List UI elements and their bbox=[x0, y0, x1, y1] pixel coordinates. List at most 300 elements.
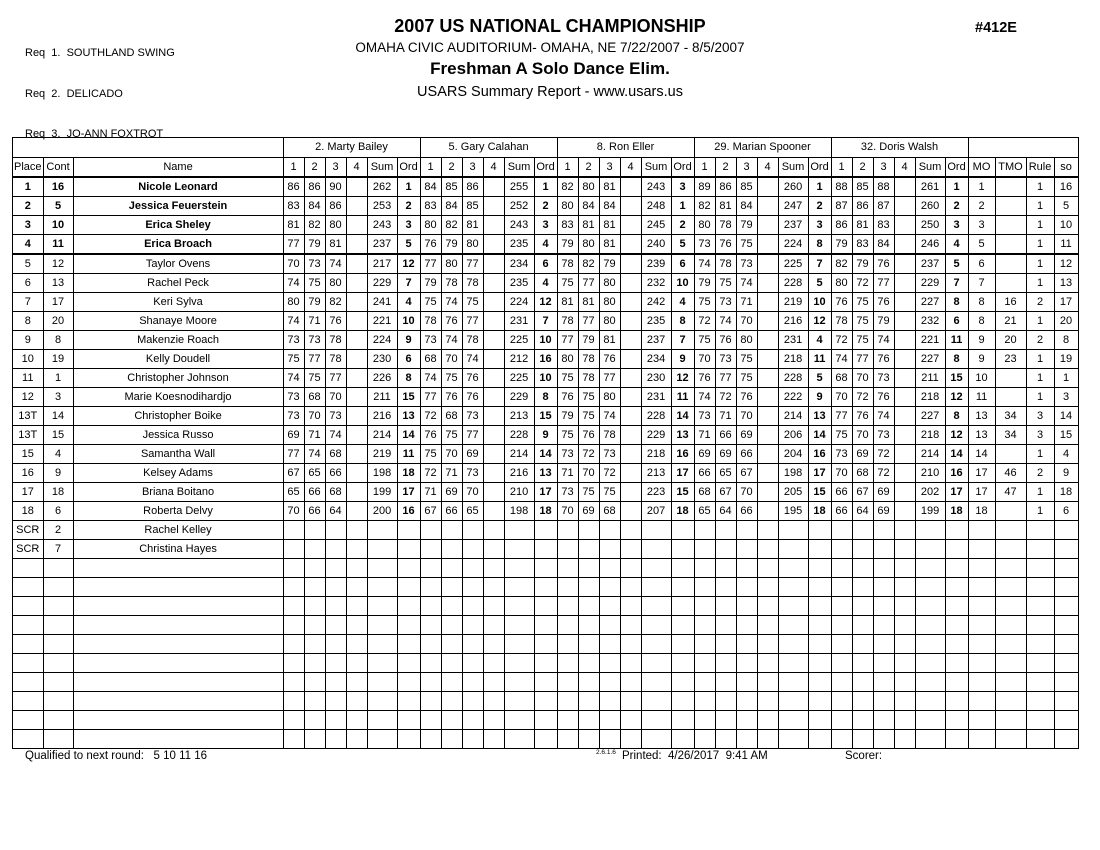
so-cell bbox=[1054, 635, 1078, 654]
score-cell: 80 bbox=[283, 293, 304, 312]
score-cell bbox=[894, 559, 915, 578]
rule-cell bbox=[1026, 616, 1054, 635]
score-cell: 87 bbox=[831, 197, 852, 216]
score-cell bbox=[915, 692, 945, 711]
score-cell bbox=[757, 635, 778, 654]
score-cell: 73 bbox=[599, 445, 620, 464]
ordinal-cell: 5 bbox=[808, 369, 831, 388]
ordinal-cell: 4 bbox=[808, 331, 831, 350]
score-cell bbox=[694, 654, 715, 673]
score-cell bbox=[641, 692, 671, 711]
score-cell: 81 bbox=[557, 293, 578, 312]
contestant-number-cell: 7 bbox=[43, 540, 73, 559]
score-cell bbox=[873, 692, 894, 711]
ordinal-cell bbox=[808, 730, 831, 749]
score-cell: 67 bbox=[715, 483, 736, 502]
sum-cell: 223 bbox=[641, 483, 671, 502]
score-cell: 76 bbox=[462, 388, 483, 407]
mo-cell: 5 bbox=[968, 235, 995, 255]
sum-cell: 231 bbox=[504, 312, 534, 331]
score-header: 3 bbox=[325, 158, 346, 178]
score-cell bbox=[325, 692, 346, 711]
ordinal-cell: 15 bbox=[397, 388, 420, 407]
score-cell: 73 bbox=[304, 254, 325, 274]
score-cell bbox=[557, 540, 578, 559]
so-cell: 17 bbox=[1054, 293, 1078, 312]
skater-name-cell bbox=[73, 654, 283, 673]
cont-header: Cont bbox=[43, 158, 73, 178]
score-cell: 74 bbox=[694, 388, 715, 407]
score-cell bbox=[504, 635, 534, 654]
score-cell: 81 bbox=[578, 216, 599, 235]
ordinal-cell: 17 bbox=[534, 483, 557, 502]
contestant-number-cell bbox=[43, 559, 73, 578]
table-row bbox=[13, 254, 1079, 274]
score-cell: 65 bbox=[462, 502, 483, 521]
sum-cell: 253 bbox=[367, 197, 397, 216]
ordinal-cell bbox=[534, 711, 557, 730]
mo-cell bbox=[968, 578, 995, 597]
contestant-number-cell bbox=[43, 654, 73, 673]
ordinal-cell: 12 bbox=[671, 369, 694, 388]
score-cell: 68 bbox=[420, 350, 441, 369]
mo-cell bbox=[968, 616, 995, 635]
score-cell bbox=[620, 426, 641, 445]
score-cell bbox=[852, 597, 873, 616]
score-cell: 74 bbox=[325, 426, 346, 445]
score-cell bbox=[599, 578, 620, 597]
score-cell: 75 bbox=[736, 235, 757, 255]
score-cell: 83 bbox=[420, 197, 441, 216]
contestant-number-cell: 9 bbox=[43, 464, 73, 483]
sum-cell bbox=[915, 540, 945, 559]
ordinal-cell bbox=[671, 616, 694, 635]
ord-header: Ord bbox=[397, 158, 420, 178]
ordinal-cell: 10 bbox=[808, 293, 831, 312]
score-cell: 75 bbox=[557, 274, 578, 293]
score-cell: 70 bbox=[304, 407, 325, 426]
score-cell bbox=[894, 216, 915, 235]
table-row bbox=[13, 331, 1079, 350]
score-header: 1 bbox=[283, 158, 304, 178]
score-cell: 81 bbox=[599, 331, 620, 350]
score-cell: 71 bbox=[736, 293, 757, 312]
score-cell: 79 bbox=[578, 331, 599, 350]
ordinal-cell: 5 bbox=[945, 254, 968, 274]
judge-header: 2. Marty Bailey bbox=[283, 138, 420, 158]
score-cell: 74 bbox=[283, 369, 304, 388]
mo-cell: 6 bbox=[968, 254, 995, 274]
score-cell bbox=[462, 540, 483, 559]
score-cell bbox=[325, 635, 346, 654]
score-cell: 75 bbox=[852, 312, 873, 331]
sum-cell: 199 bbox=[915, 502, 945, 521]
so-cell: 8 bbox=[1054, 331, 1078, 350]
sum-cell: 200 bbox=[367, 502, 397, 521]
score-cell bbox=[641, 654, 671, 673]
contestant-number-cell bbox=[43, 692, 73, 711]
score-cell: 75 bbox=[420, 293, 441, 312]
score-cell bbox=[483, 730, 504, 749]
skater-name-cell: Christina Hayes bbox=[73, 540, 283, 559]
score-cell bbox=[346, 426, 367, 445]
score-cell bbox=[283, 730, 304, 749]
score-cell: 81 bbox=[599, 235, 620, 255]
score-cell: 80 bbox=[831, 274, 852, 293]
ordinal-cell: 7 bbox=[397, 274, 420, 293]
score-cell: 86 bbox=[325, 197, 346, 216]
venue-line: OMAHA CIVIC AUDITORIUM- OMAHA, NE 7/22/2007 - 8/5/2007 bbox=[355, 40, 745, 55]
score-cell: 73 bbox=[873, 369, 894, 388]
score-cell: 73 bbox=[715, 350, 736, 369]
event-number: #412E bbox=[975, 20, 1017, 36]
score-cell bbox=[578, 559, 599, 578]
score-cell bbox=[852, 730, 873, 749]
score-cell bbox=[757, 197, 778, 216]
score-cell bbox=[852, 692, 873, 711]
score-cell bbox=[599, 521, 620, 540]
score-cell: 64 bbox=[715, 502, 736, 521]
score-cell: 82 bbox=[831, 254, 852, 274]
score-cell: 77 bbox=[462, 312, 483, 331]
tmo-cell: 20 bbox=[995, 331, 1026, 350]
tmo-cell: 21 bbox=[995, 312, 1026, 331]
score-cell bbox=[757, 578, 778, 597]
score-cell: 67 bbox=[852, 483, 873, 502]
sum-cell: 213 bbox=[641, 464, 671, 483]
score-cell bbox=[346, 521, 367, 540]
score-cell: 68 bbox=[325, 445, 346, 464]
score-cell bbox=[504, 692, 534, 711]
so-cell: 14 bbox=[1054, 407, 1078, 426]
score-header: 4 bbox=[757, 158, 778, 178]
score-cell bbox=[420, 597, 441, 616]
score-cell bbox=[894, 331, 915, 350]
score-cell bbox=[325, 711, 346, 730]
score-cell bbox=[757, 654, 778, 673]
skater-name-cell: Christopher Boike bbox=[73, 407, 283, 426]
sum-cell: 231 bbox=[641, 388, 671, 407]
score-cell: 75 bbox=[831, 426, 852, 445]
score-cell bbox=[620, 312, 641, 331]
tmo-cell: 34 bbox=[995, 407, 1026, 426]
score-cell bbox=[483, 350, 504, 369]
score-cell: 84 bbox=[873, 235, 894, 255]
score-cell: 76 bbox=[325, 312, 346, 331]
sum-cell: 243 bbox=[504, 216, 534, 235]
ordinal-cell: 16 bbox=[945, 464, 968, 483]
score-cell: 70 bbox=[736, 407, 757, 426]
score-cell bbox=[441, 559, 462, 578]
place-cell: 1 bbox=[13, 177, 44, 197]
score-cell bbox=[420, 616, 441, 635]
score-cell bbox=[694, 597, 715, 616]
sum-cell: 218 bbox=[778, 350, 808, 369]
score-cell bbox=[715, 521, 736, 540]
score-cell: 70 bbox=[831, 464, 852, 483]
contestant-number-cell: 1 bbox=[43, 369, 73, 388]
place-cell: 3 bbox=[13, 216, 44, 235]
score-cell bbox=[283, 654, 304, 673]
score-cell: 66 bbox=[441, 502, 462, 521]
rule-cell: 1 bbox=[1026, 216, 1054, 235]
score-cell bbox=[283, 559, 304, 578]
ordinal-cell bbox=[534, 597, 557, 616]
score-cell bbox=[441, 597, 462, 616]
score-cell bbox=[894, 578, 915, 597]
score-cell: 81 bbox=[852, 216, 873, 235]
score-cell: 77 bbox=[599, 369, 620, 388]
score-cell: 84 bbox=[441, 197, 462, 216]
score-cell bbox=[483, 502, 504, 521]
contestant-number-cell: 15 bbox=[43, 426, 73, 445]
sum-cell: 241 bbox=[367, 293, 397, 312]
sum-cell: 255 bbox=[504, 177, 534, 197]
score-cell bbox=[346, 388, 367, 407]
score-cell: 77 bbox=[578, 312, 599, 331]
ordinal-cell: 18 bbox=[945, 502, 968, 521]
skater-name-cell: Jessica Russo bbox=[73, 426, 283, 445]
score-cell bbox=[504, 597, 534, 616]
score-cell: 74 bbox=[599, 407, 620, 426]
score-cell: 80 bbox=[557, 197, 578, 216]
contestant-number-cell: 14 bbox=[43, 407, 73, 426]
rule-cell: 1 bbox=[1026, 235, 1054, 255]
score-cell: 90 bbox=[325, 177, 346, 197]
score-cell: 76 bbox=[852, 407, 873, 426]
score-cell: 76 bbox=[873, 388, 894, 407]
contestant-number-cell bbox=[43, 730, 73, 749]
score-cell bbox=[894, 293, 915, 312]
score-cell bbox=[778, 711, 808, 730]
score-cell bbox=[462, 692, 483, 711]
tmo-cell: 47 bbox=[995, 483, 1026, 502]
tmo-cell bbox=[995, 654, 1026, 673]
judge-header: 32. Doris Walsh bbox=[831, 138, 968, 158]
so-cell: 10 bbox=[1054, 216, 1078, 235]
score-cell bbox=[620, 216, 641, 235]
score-cell: 77 bbox=[283, 235, 304, 255]
score-cell: 68 bbox=[852, 464, 873, 483]
skater-name-cell: Shanaye Moore bbox=[73, 312, 283, 331]
ordinal-cell bbox=[534, 635, 557, 654]
score-cell bbox=[831, 673, 852, 692]
score-cell: 74 bbox=[441, 331, 462, 350]
score-cell bbox=[915, 654, 945, 673]
score-cell bbox=[736, 597, 757, 616]
rule-cell: 1 bbox=[1026, 254, 1054, 274]
sum-cell: 199 bbox=[367, 483, 397, 502]
score-cell: 87 bbox=[873, 197, 894, 216]
sum-cell: 227 bbox=[915, 350, 945, 369]
score-cell bbox=[873, 711, 894, 730]
sum-cell: 235 bbox=[504, 274, 534, 293]
score-cell bbox=[346, 197, 367, 216]
score-cell: 77 bbox=[715, 369, 736, 388]
score-cell: 75 bbox=[736, 350, 757, 369]
score-cell bbox=[367, 711, 397, 730]
contestant-number-cell bbox=[43, 616, 73, 635]
score-cell: 83 bbox=[852, 235, 873, 255]
rule-cell bbox=[1026, 711, 1054, 730]
score-cell: 76 bbox=[578, 426, 599, 445]
score-cell: 72 bbox=[873, 464, 894, 483]
score-cell bbox=[462, 521, 483, 540]
mo-cell: 2 bbox=[968, 197, 995, 216]
score-cell: 74 bbox=[715, 312, 736, 331]
score-cell: 74 bbox=[462, 350, 483, 369]
sum-cell: 213 bbox=[504, 407, 534, 426]
skater-name-cell bbox=[73, 730, 283, 749]
score-cell bbox=[873, 616, 894, 635]
sum-cell: 246 bbox=[915, 235, 945, 255]
score-cell bbox=[304, 521, 325, 540]
score-cell bbox=[304, 730, 325, 749]
score-cell bbox=[757, 254, 778, 274]
sum-cell: 226 bbox=[367, 369, 397, 388]
ordinal-cell bbox=[945, 711, 968, 730]
score-cell bbox=[441, 692, 462, 711]
score-cell: 79 bbox=[304, 293, 325, 312]
score-cell bbox=[346, 350, 367, 369]
score-cell bbox=[757, 464, 778, 483]
score-cell bbox=[462, 654, 483, 673]
score-cell: 89 bbox=[694, 177, 715, 197]
tmo-cell bbox=[995, 692, 1026, 711]
ordinal-cell bbox=[945, 654, 968, 673]
sum-cell: 214 bbox=[778, 407, 808, 426]
ordinal-cell: 16 bbox=[671, 445, 694, 464]
sum-cell: 243 bbox=[641, 177, 671, 197]
score-cell bbox=[831, 578, 852, 597]
ordinal-cell: 2 bbox=[671, 216, 694, 235]
ordinal-cell bbox=[671, 597, 694, 616]
score-cell bbox=[483, 464, 504, 483]
ordinal-cell: 9 bbox=[808, 388, 831, 407]
table-row bbox=[13, 502, 1079, 521]
score-cell bbox=[304, 692, 325, 711]
score-cell: 86 bbox=[852, 197, 873, 216]
tmo-cell: 16 bbox=[995, 293, 1026, 312]
score-cell: 76 bbox=[873, 293, 894, 312]
so-cell: 1 bbox=[1054, 369, 1078, 388]
sum-cell: 205 bbox=[778, 483, 808, 502]
score-cell bbox=[346, 597, 367, 616]
score-cell: 86 bbox=[831, 216, 852, 235]
score-cell bbox=[894, 388, 915, 407]
so-cell bbox=[1054, 578, 1078, 597]
score-cell: 78 bbox=[715, 216, 736, 235]
score-cell bbox=[441, 711, 462, 730]
ordinal-cell bbox=[671, 673, 694, 692]
score-cell: 80 bbox=[578, 235, 599, 255]
ordinal-cell: 18 bbox=[397, 464, 420, 483]
score-cell bbox=[894, 177, 915, 197]
ordinal-cell bbox=[808, 692, 831, 711]
score-cell bbox=[694, 692, 715, 711]
score-cell: 71 bbox=[420, 483, 441, 502]
score-cell bbox=[599, 616, 620, 635]
score-cell: 77 bbox=[462, 254, 483, 274]
score-cell: 79 bbox=[852, 254, 873, 274]
score-cell bbox=[757, 350, 778, 369]
score-cell bbox=[578, 730, 599, 749]
rule-cell: 3 bbox=[1026, 407, 1054, 426]
score-cell bbox=[894, 426, 915, 445]
ordinal-cell bbox=[534, 673, 557, 692]
score-cell bbox=[367, 559, 397, 578]
sum-cell: 242 bbox=[641, 293, 671, 312]
score-cell bbox=[283, 616, 304, 635]
score-cell: 72 bbox=[694, 312, 715, 331]
ordinal-cell bbox=[945, 730, 968, 749]
skater-name-cell: Rachel Kelley bbox=[73, 521, 283, 540]
so-header: so bbox=[1054, 158, 1078, 178]
score-cell: 75 bbox=[578, 407, 599, 426]
score-cell: 75 bbox=[420, 445, 441, 464]
score-header: 4 bbox=[894, 158, 915, 178]
ordinal-cell bbox=[397, 616, 420, 635]
score-cell: 71 bbox=[694, 426, 715, 445]
contestant-number-cell: 5 bbox=[43, 197, 73, 216]
ordinal-cell: 1 bbox=[808, 177, 831, 197]
score-cell: 76 bbox=[441, 388, 462, 407]
score-cell: 79 bbox=[736, 216, 757, 235]
ordinal-cell: 3 bbox=[808, 216, 831, 235]
score-cell bbox=[915, 673, 945, 692]
place-cell bbox=[13, 730, 44, 749]
score-cell: 75 bbox=[715, 274, 736, 293]
score-cell bbox=[304, 578, 325, 597]
mo-cell: 17 bbox=[968, 464, 995, 483]
place-cell: 18 bbox=[13, 502, 44, 521]
ordinal-cell: 7 bbox=[945, 274, 968, 293]
score-cell: 88 bbox=[831, 177, 852, 197]
score-cell bbox=[483, 369, 504, 388]
place-cell: 17 bbox=[13, 483, 44, 502]
score-cell bbox=[715, 578, 736, 597]
score-cell bbox=[599, 654, 620, 673]
score-cell bbox=[420, 559, 441, 578]
score-cell bbox=[557, 730, 578, 749]
tmo-cell bbox=[995, 711, 1026, 730]
ordinal-cell bbox=[671, 635, 694, 654]
score-cell: 81 bbox=[283, 216, 304, 235]
score-cell bbox=[283, 711, 304, 730]
empty-row bbox=[13, 673, 1079, 692]
score-cell bbox=[873, 597, 894, 616]
score-cell: 73 bbox=[694, 235, 715, 255]
score-cell: 70 bbox=[441, 445, 462, 464]
score-cell bbox=[578, 654, 599, 673]
score-cell bbox=[620, 407, 641, 426]
mo-cell: 14 bbox=[968, 445, 995, 464]
score-cell bbox=[757, 597, 778, 616]
contestant-number-cell: 17 bbox=[43, 293, 73, 312]
sum-cell: 230 bbox=[367, 350, 397, 369]
score-cell bbox=[483, 445, 504, 464]
score-cell bbox=[736, 654, 757, 673]
score-cell: 77 bbox=[325, 369, 346, 388]
score-cell: 78 bbox=[462, 274, 483, 293]
score-cell bbox=[504, 711, 534, 730]
score-cell bbox=[757, 312, 778, 331]
score-cell bbox=[346, 692, 367, 711]
tmo-cell bbox=[995, 177, 1026, 197]
place-cell bbox=[13, 692, 44, 711]
ordinal-cell bbox=[945, 521, 968, 540]
score-cell bbox=[283, 673, 304, 692]
